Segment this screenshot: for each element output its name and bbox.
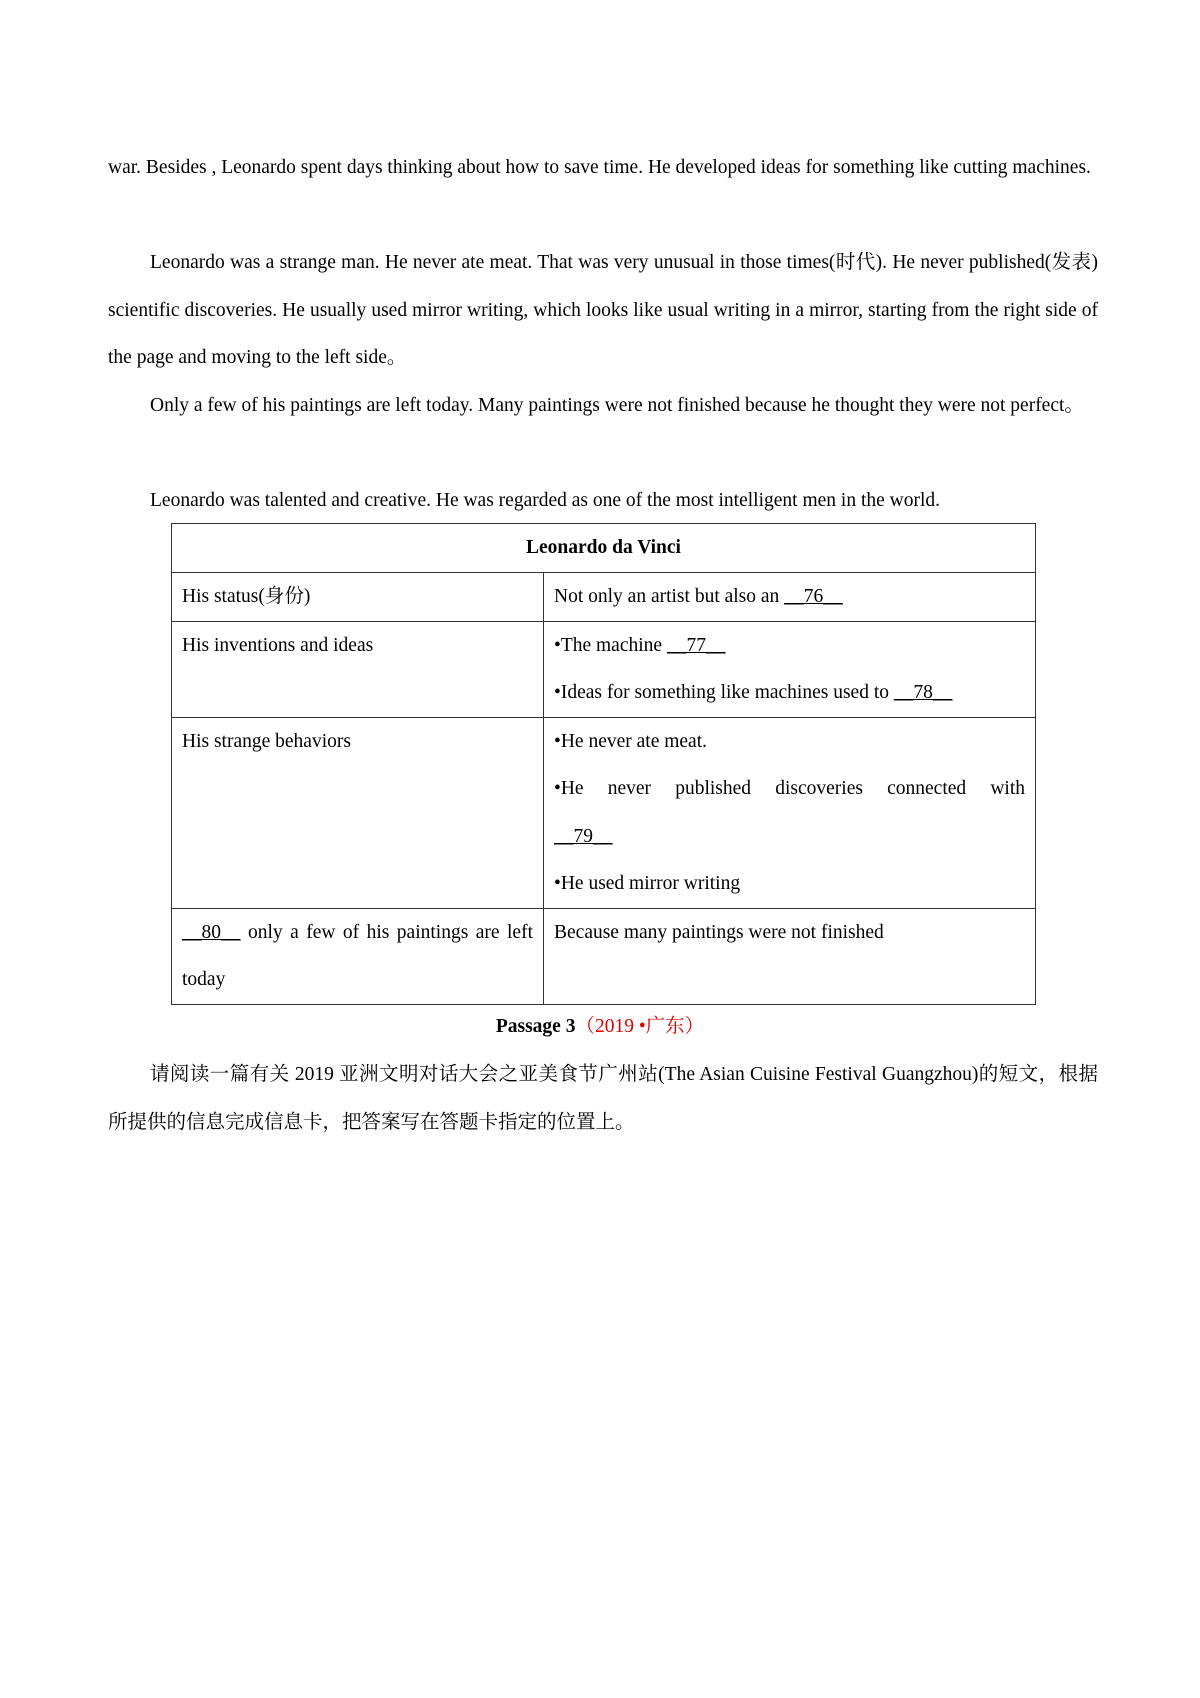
row-label-behaviors: His strange behaviors — [172, 717, 544, 908]
blank-79: __79__ — [554, 825, 613, 847]
blank-78: __78__ — [893, 682, 953, 703]
paragraph-war-ideas: war. Besides , Leonardo spent days thinking about how to save time. He developed ideas for something like cutting machines. — [108, 157, 1091, 178]
row-label-inventions: His inventions and ideas — [172, 621, 544, 717]
passage3-title: Passage 3 — [495, 1016, 576, 1037]
passage3-heading — [0, 1003, 1200, 1051]
behavior-line-2: •He never published discoveries connected with — [554, 778, 1025, 799]
table-header-row — [172, 524, 1036, 573]
table-row — [172, 573, 1036, 622]
table-row — [172, 717, 1036, 908]
invention-line-1 — [554, 622, 1025, 670]
table-row — [172, 621, 1036, 717]
invention-text-2: •Ideas for something like machines used to — [554, 682, 894, 703]
row-value-status — [544, 573, 1036, 622]
behavior-blank-line — [554, 813, 1025, 861]
table-row — [172, 908, 1036, 1004]
row-value-inventions — [544, 621, 1036, 717]
paragraph-paintings: Only a few of his paintings are left today. Many paintings were not finished because he thought they were not perfect。 — [150, 395, 1084, 416]
row-label-status: His status(身份) — [172, 573, 544, 622]
blank-76: __76__ — [784, 586, 843, 607]
info-table — [171, 523, 1036, 1005]
invention-line-2 — [554, 669, 1025, 717]
row-value-behaviors — [544, 717, 1036, 908]
paragraph-strange-man: Leonardo was a strange man. He never ate meat. That was very unusual in those times(时代). He never published(发表) scientific discoveries. He usually used mirror writing, which looks like usual writing in a mirror, starting from the right side of the page and moving to the left side。 — [108, 252, 1098, 368]
paintings-text: only a few of his paintings are left today — [182, 921, 533, 990]
row-label-paintings — [172, 908, 544, 1004]
instruction-paragraph: 请阅读一篇有关 2019 亚洲文明对话大会之亚美食节广州站(The Asian Cuisine Festival Guangzhou)的短文，根据所提供的信息完成信息卡，把答案写在答题卡指定的位置上。 — [108, 1064, 1098, 1133]
behavior-line-3: •He used mirror writing — [554, 873, 741, 894]
blank-77: __77__ — [666, 634, 726, 656]
behavior-line-1: •He never ate meat. — [554, 730, 707, 752]
table-title: Leonardo da Vinci — [172, 524, 1036, 573]
passage3-source: （2019 •广东） — [575, 1016, 705, 1037]
row-value-paintings: Because many paintings were not finished — [544, 908, 1036, 1004]
paragraph-talented: Leonardo was talented and creative. He was regarded as one of the most intelligent men in the world. — [150, 490, 941, 511]
invention-text-1: •The machine — [554, 634, 667, 656]
status-text: Not only an artist but also an — [554, 586, 785, 607]
blank-80: __80__ — [182, 921, 241, 943]
